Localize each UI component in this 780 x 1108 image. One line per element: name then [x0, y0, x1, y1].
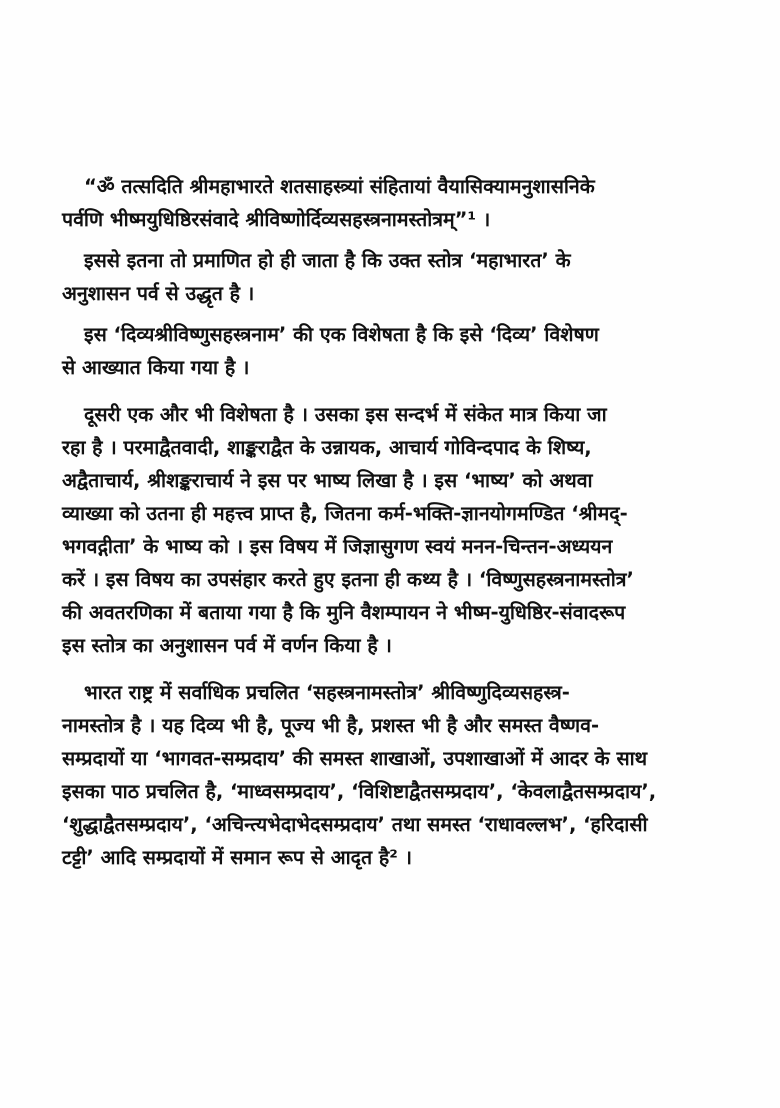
text-line: इस ‘दिव्यश्रीविष्णुसहस्त्रनाम’ की एक विशेषता है कि इसे ‘दिव्य’ विशेषण — [84, 323, 599, 346]
text-line: दूसरी एक और भी विशेषता है । उसका इस सन्दर्भ में संकेत मात्र किया जा — [84, 403, 607, 426]
text-line: व्याख्या को उतना ही महत्त्व प्राप्त है, जितना कर्म-भक्ति-ज्ञानयोगमण्डित ‘श्रीमद्- — [62, 502, 628, 525]
text-line: भारत राष्ट्र में सर्वाधिक प्रचलित ‘सहस्त्रनामस्तोत्र’ श्रीविष्णुदिव्यसहस्त्र- — [84, 681, 570, 704]
text-line: रहा है । परमाद्वैतवादी, शाङ्कराद्वैत के उन्नायक, आचार्य गोविन्दपाद के शिष्य, — [62, 436, 592, 459]
text-line: करें । इस विषय का उपसंहार करते हुए इतना ही कथ्य है । ‘विष्णुसहस्त्रनामस्तोत्र’ — [62, 568, 634, 591]
text-line: इस स्तोत्र का अनुशासन पर्व में वर्णन किया है । — [62, 634, 392, 657]
paragraph-divya-epithet — [62, 318, 780, 384]
text-line: टट्टी’ आदि सम्प्रदायों में समान रूप से आदृत है² । — [62, 846, 412, 869]
text-line: पर्वणि भीष्मयुधिष्ठिरसंवादे श्रीविष्णोर्दिव्यसहस्त्रनामस्तोत्रम्”¹ । — [62, 208, 491, 231]
text-line: नामस्तोत्र है । यह दिव्य भी है, पूज्य भी है, प्रशस्त भी है और समस्त वैष्णव- — [62, 714, 600, 737]
text-line: इससे इतना तो प्रमाणित हो ही जाता है कि उक्त स्तोत्र ‘महाभारत’ के — [84, 249, 571, 272]
paragraph-bhashya — [62, 398, 780, 662]
text-line: अद्वैताचार्य, श्रीशङ्कराचार्य ने इस पर भाष्य लिखा है । इस ‘भाष्य’ को अथवा — [62, 469, 593, 492]
paragraph-sampradaya — [62, 676, 780, 874]
paragraph-colophon-quote — [62, 170, 780, 236]
text-line: इसका पाठ प्रचलित है, ‘माध्वसम्प्रदाय’, ‘विशिष्टाद्वैतसम्प्रदाय’, ‘केवलाद्वैतसम्प्रदाय’, — [62, 780, 657, 803]
text-line: “ॐ तत्सदिति श्रीमहाभारते शतसाहस्त्र्यां संहितायां वैयासिक्यामनुशासनिके — [84, 175, 595, 198]
text-line: से आख्यात किया गया है । — [62, 356, 250, 379]
text-line: की अवतरणिका में बताया गया है कि मुनि वैशम्पायन ने भीष्म-युधिष्ठिर-संवादरूप — [62, 601, 626, 624]
text-line: अनुशासन पर्व से उद्धृत है । — [62, 282, 255, 305]
text-line: ‘शुद्धाद्वैतसम्प्रदाय’, ‘अचिन्त्यभेदाभेदसम्प्रदाय’ तथा समस्त ‘राधावल्लभ’, ‘हरिदासी — [62, 813, 648, 836]
body-text — [62, 170, 780, 874]
text-line: सम्प्रदायों या ‘भागवत-सम्प्रदाय’ की समस्त शाखाओं, उपशाखाओं में आदर के साथ — [62, 747, 648, 770]
text-line: भगवद्गीता’ के भाष्य को । इस विषय में जिज्ञासुगण स्वयं मनन-चिन्तन-अध्ययन — [62, 535, 613, 558]
paragraph-source — [62, 244, 780, 310]
